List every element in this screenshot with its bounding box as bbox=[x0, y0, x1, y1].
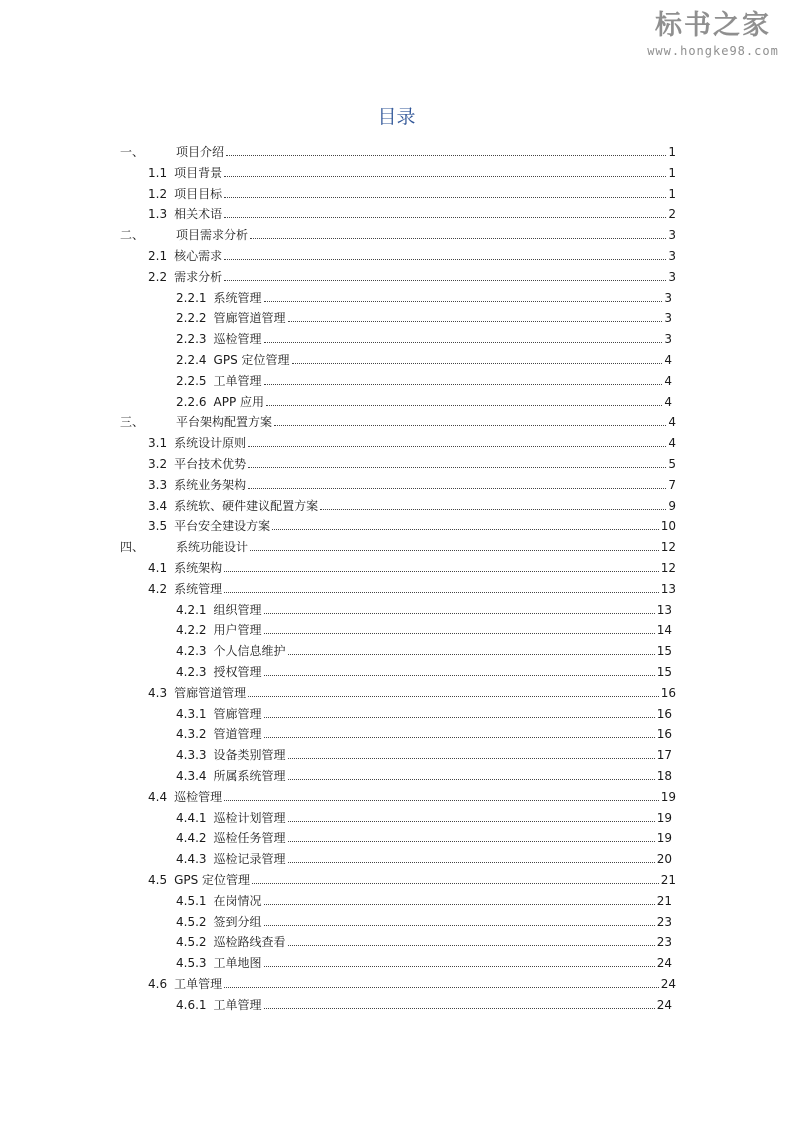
toc-entry[interactable] bbox=[176, 327, 672, 347]
toc-entry-title: 巡检管理 bbox=[213, 332, 262, 347]
toc-entry-number: 4.5.3 bbox=[176, 956, 207, 971]
toc-entry[interactable] bbox=[176, 348, 672, 368]
toc-entry-page: 12 bbox=[660, 561, 676, 575]
toc-entry-number: 2.2.2 bbox=[176, 311, 207, 326]
toc-entry[interactable] bbox=[148, 431, 676, 451]
toc-entry-number: 1.1 bbox=[148, 165, 168, 180]
toc-dot-leader bbox=[250, 238, 666, 239]
toc-entry-page: 3 bbox=[668, 249, 676, 263]
toc-entry-number: 4.5.2 bbox=[176, 914, 207, 929]
toc-dot-leader bbox=[248, 446, 666, 447]
toc-entry-title: 管廊管道管理 bbox=[213, 311, 286, 326]
toc-entry-number: 2.2.4 bbox=[176, 353, 207, 367]
toc-entry-title: 巡检任务管理 bbox=[213, 831, 286, 846]
toc-entry-title: 巡检路线查看 bbox=[213, 935, 286, 950]
toc-entry-number: 一、 bbox=[120, 145, 145, 159]
toc-dot-leader bbox=[272, 529, 659, 530]
toc-entry-page: 5 bbox=[668, 457, 676, 471]
toc-dot-leader bbox=[224, 280, 666, 281]
toc-entry-title: 工单管理 bbox=[174, 977, 223, 991]
toc-dot-leader bbox=[264, 342, 663, 343]
toc-entry[interactable] bbox=[176, 889, 672, 909]
toc-entry-number: 4.3 bbox=[148, 685, 168, 700]
toc-entry-title: 组织管理 bbox=[213, 602, 262, 617]
toc-entry-number: 4.5.2 bbox=[176, 935, 207, 950]
toc-entry[interactable] bbox=[176, 743, 672, 763]
toc-entry[interactable] bbox=[148, 202, 676, 222]
toc-entry-page: 16 bbox=[656, 727, 672, 742]
toc-entry-page: 3 bbox=[668, 228, 676, 243]
toc-dot-leader bbox=[264, 675, 655, 676]
toc-entry-page: 13 bbox=[660, 581, 676, 596]
toc-dot-leader bbox=[248, 488, 666, 489]
toc-entry-title: 系统设计原则 bbox=[174, 436, 247, 451]
toc-entry[interactable] bbox=[120, 223, 676, 243]
toc-entry-number: 4.4.1 bbox=[176, 810, 207, 825]
toc-dot-leader bbox=[264, 904, 655, 905]
toc-entry-page: 3 bbox=[668, 269, 676, 284]
toc-entry-title: 工单管理 bbox=[213, 373, 262, 388]
toc-dot-leader bbox=[264, 384, 663, 385]
toc-entry-title: 系统软、硬件建议配置方案 bbox=[174, 498, 319, 513]
toc-entry-title: 系统管理 bbox=[213, 290, 262, 305]
toc-entry-page: 24 bbox=[656, 956, 672, 971]
toc-entry-page: 1 bbox=[668, 145, 676, 159]
toc-entry-number: 4.2.2 bbox=[176, 623, 207, 638]
toc-dot-leader bbox=[224, 259, 666, 260]
toc-entry-page: 24 bbox=[656, 997, 672, 1012]
toc-entry-page: 2 bbox=[668, 207, 676, 222]
toc-entry-page: 17 bbox=[656, 748, 672, 763]
toc-entry[interactable] bbox=[148, 494, 676, 514]
toc-entry-page: 3 bbox=[664, 290, 672, 305]
toc-entry[interactable] bbox=[148, 265, 676, 285]
toc-entry[interactable] bbox=[176, 618, 672, 638]
toc-entry-title: 工单管理 bbox=[213, 997, 262, 1012]
toc-entry-page: 12 bbox=[660, 540, 676, 555]
toc-entry-title: 项目目标 bbox=[174, 186, 223, 201]
toc-entry-number: 4.3.2 bbox=[176, 727, 207, 742]
toc-entry[interactable] bbox=[176, 286, 672, 306]
toc-dot-leader bbox=[248, 467, 666, 468]
toc-entry[interactable] bbox=[148, 244, 676, 264]
toc-entry[interactable] bbox=[176, 660, 672, 680]
toc-entry[interactable] bbox=[148, 868, 676, 888]
toc-entry-page: 19 bbox=[656, 810, 672, 825]
toc-dot-leader bbox=[248, 696, 659, 697]
toc-entry-page: 21 bbox=[660, 873, 676, 887]
toc-entry[interactable] bbox=[176, 764, 672, 784]
toc-entry[interactable] bbox=[148, 577, 676, 597]
toc-entry-number: 4.4 bbox=[148, 789, 168, 804]
toc-entry-number: 4.6 bbox=[148, 977, 168, 991]
toc-entry-number: 3.2 bbox=[148, 457, 168, 471]
toc-dot-leader bbox=[264, 1008, 655, 1009]
toc-entry-title: 系统架构 bbox=[174, 561, 223, 575]
toc-entry-page: 20 bbox=[656, 852, 672, 867]
toc-entry-title: 个人信息维护 bbox=[213, 644, 286, 659]
toc-title: 目录 bbox=[377, 106, 416, 128]
toc-entry[interactable] bbox=[120, 535, 676, 555]
toc-dot-leader bbox=[288, 945, 655, 946]
toc-entry[interactable] bbox=[176, 702, 672, 722]
toc-entry[interactable] bbox=[148, 161, 676, 181]
toc-entry-number: 三、 bbox=[120, 415, 145, 430]
toc-entry-page: 4 bbox=[664, 353, 672, 367]
toc-entry-page: 18 bbox=[656, 769, 672, 783]
toc-entry-number: 2.2.5 bbox=[176, 373, 207, 388]
toc-entry-title: 签到分组 bbox=[213, 914, 262, 929]
toc-entry-number: 4.6.1 bbox=[176, 997, 207, 1012]
toc-entry-number: 4.2.1 bbox=[176, 602, 207, 617]
toc-dot-leader bbox=[288, 841, 655, 842]
toc-entry-page: 10 bbox=[660, 519, 676, 534]
toc-entry-number: 2.2.3 bbox=[176, 332, 207, 347]
toc-dot-leader bbox=[264, 301, 663, 302]
toc-dot-leader bbox=[224, 800, 659, 801]
toc-entry-number: 2.1 bbox=[148, 249, 168, 263]
watermark-brand: 标书之家 bbox=[655, 10, 771, 41]
toc-entry-number: 二、 bbox=[120, 228, 145, 243]
toc-entry-title: GPS 定位管理 bbox=[213, 353, 290, 367]
toc-entry-title: 系统业务架构 bbox=[174, 477, 247, 492]
toc-dot-leader bbox=[264, 966, 655, 967]
toc-entry[interactable] bbox=[176, 930, 672, 950]
toc-entry-title: 工单地图 bbox=[213, 956, 262, 971]
toc-entry-title: 相关术语 bbox=[174, 207, 223, 222]
toc-entry-number: 4.2 bbox=[148, 581, 168, 596]
toc-entry-page: 4 bbox=[668, 436, 676, 451]
toc-dot-leader bbox=[264, 737, 655, 738]
toc-entry-page: 16 bbox=[660, 685, 676, 700]
toc-entry-title: 管廊管道管理 bbox=[174, 685, 247, 700]
toc-entry-number: 4.2.3 bbox=[176, 665, 207, 679]
toc-entry-page: 3 bbox=[664, 311, 672, 326]
toc-entry[interactable] bbox=[176, 639, 672, 659]
toc-entry-number: 2.2 bbox=[148, 269, 168, 284]
toc-entry-number: 1.2 bbox=[148, 186, 168, 201]
toc-entry-number: 4.5 bbox=[148, 873, 168, 887]
toc-dot-leader bbox=[288, 779, 655, 780]
toc-dot-leader bbox=[224, 176, 666, 177]
watermark bbox=[643, 10, 783, 58]
toc-dot-leader bbox=[226, 155, 666, 156]
toc-entry-page: 19 bbox=[660, 789, 676, 804]
toc-entry[interactable] bbox=[120, 140, 676, 160]
toc-dot-leader bbox=[224, 197, 666, 198]
toc-entry[interactable] bbox=[148, 785, 676, 805]
toc-entry-number: 4.1 bbox=[148, 561, 168, 575]
toc-entry-title: 项目需求分析 bbox=[176, 228, 249, 243]
toc-entry-page: 16 bbox=[656, 706, 672, 721]
toc-dot-leader bbox=[224, 571, 659, 572]
toc-entry-title: 巡检记录管理 bbox=[213, 852, 286, 867]
toc-entry-number: 3.1 bbox=[148, 436, 168, 451]
toc-entry-title: 用户管理 bbox=[213, 623, 262, 638]
toc-entry-title: 巡检管理 bbox=[174, 789, 223, 804]
toc-dot-leader bbox=[224, 217, 666, 218]
toc-entry-title: 需求分析 bbox=[174, 269, 223, 284]
toc-entry-number: 4.3.4 bbox=[176, 769, 207, 783]
toc-dot-leader bbox=[320, 509, 666, 510]
toc-entry-page: 13 bbox=[656, 602, 672, 617]
toc-entry[interactable] bbox=[176, 722, 672, 742]
toc-entry-title: GPS 定位管理 bbox=[174, 873, 251, 887]
toc-entry-title: 平台安全建设方案 bbox=[174, 519, 271, 534]
toc-entry-title: 授权管理 bbox=[213, 665, 262, 679]
toc-entry-page: 23 bbox=[656, 935, 672, 950]
toc-entry[interactable] bbox=[176, 369, 672, 389]
toc-dot-leader bbox=[224, 987, 659, 988]
toc-entry-title: 在岗情况 bbox=[213, 893, 262, 908]
toc-entry-page: 7 bbox=[668, 477, 676, 492]
toc-entry-number: 3.3 bbox=[148, 477, 168, 492]
toc-entry-title: 平台技术优势 bbox=[174, 457, 247, 471]
watermark-url: www.hongke98.com bbox=[647, 44, 779, 58]
toc-entry[interactable] bbox=[148, 556, 676, 576]
toc-entry[interactable] bbox=[176, 390, 672, 410]
toc-entry[interactable] bbox=[148, 514, 676, 534]
toc-entry-title: 管道管理 bbox=[213, 727, 262, 742]
toc-entry[interactable] bbox=[120, 410, 676, 430]
toc-dot-leader bbox=[288, 862, 655, 863]
toc-dot-leader bbox=[264, 613, 655, 614]
toc-entry[interactable] bbox=[148, 182, 676, 202]
toc-entry-title: 所属系统管理 bbox=[213, 769, 286, 783]
toc-dot-leader bbox=[264, 717, 655, 718]
toc-dot-leader bbox=[288, 654, 655, 655]
toc-entry-page: 4 bbox=[668, 415, 676, 430]
toc-dot-leader bbox=[264, 633, 655, 634]
toc-entry-page: 4 bbox=[664, 373, 672, 388]
toc-entry-title: 系统功能设计 bbox=[176, 540, 249, 555]
toc-entry[interactable] bbox=[176, 306, 672, 326]
toc-entry-title: APP 应用 bbox=[213, 394, 265, 409]
toc-entry[interactable] bbox=[148, 473, 676, 493]
toc-entry-number: 4.5.1 bbox=[176, 893, 207, 908]
toc-entry[interactable] bbox=[176, 598, 672, 618]
toc-entry[interactable] bbox=[148, 681, 676, 701]
toc-entry-number: 1.3 bbox=[148, 207, 168, 222]
toc-entry[interactable] bbox=[176, 847, 672, 867]
toc-entry[interactable] bbox=[176, 806, 672, 826]
toc-entry[interactable] bbox=[148, 452, 676, 472]
toc-entry-number: 4.3.1 bbox=[176, 706, 207, 721]
toc-entry-number: 2.2.6 bbox=[176, 394, 207, 409]
toc-dot-leader bbox=[288, 758, 655, 759]
toc-entry[interactable] bbox=[176, 951, 672, 971]
toc-entry-number: 3.4 bbox=[148, 498, 168, 513]
toc-entry-page: 24 bbox=[660, 977, 676, 991]
toc-entry-title: 管廊管理 bbox=[213, 706, 262, 721]
toc-entry-page: 14 bbox=[656, 623, 672, 638]
toc-entry-title: 设备类别管理 bbox=[213, 748, 286, 763]
toc-entry-page: 9 bbox=[668, 498, 676, 513]
toc-entry-page: 15 bbox=[656, 665, 672, 679]
toc-dot-leader bbox=[288, 821, 655, 822]
toc-dot-leader bbox=[252, 883, 659, 884]
toc-entry-number: 4.4.2 bbox=[176, 831, 207, 846]
toc-entry-title: 巡检计划管理 bbox=[213, 810, 286, 825]
toc-dot-leader bbox=[250, 550, 659, 551]
toc-entry-title: 平台架构配置方案 bbox=[176, 415, 273, 430]
toc-entry-number: 四、 bbox=[120, 540, 145, 555]
toc-entry-page: 21 bbox=[656, 893, 672, 908]
toc-entry-page: 3 bbox=[664, 332, 672, 347]
toc-entry-number: 3.5 bbox=[148, 519, 168, 534]
toc-dot-leader bbox=[288, 321, 663, 322]
toc-entry-page: 23 bbox=[656, 914, 672, 929]
toc-entry[interactable] bbox=[176, 910, 672, 930]
toc-entry-page: 15 bbox=[656, 644, 672, 659]
toc-entry-number: 2.2.1 bbox=[176, 290, 207, 305]
toc-entry[interactable] bbox=[148, 972, 676, 992]
toc-dot-leader bbox=[264, 925, 655, 926]
toc-entry-page: 4 bbox=[664, 394, 672, 409]
toc-entry[interactable] bbox=[176, 993, 672, 1013]
toc-entry-page: 1 bbox=[668, 186, 676, 201]
toc-entry-number: 4.2.3 bbox=[176, 644, 207, 659]
toc-entry-page: 19 bbox=[656, 831, 672, 846]
toc-dot-leader bbox=[266, 405, 662, 406]
toc-entry-title: 核心需求 bbox=[174, 249, 223, 263]
toc-dot-leader bbox=[274, 425, 666, 426]
toc-dot-leader bbox=[224, 592, 659, 593]
toc-dot-leader bbox=[292, 363, 663, 364]
toc-entry-title: 系统管理 bbox=[174, 581, 223, 596]
toc-entry-number: 4.3.3 bbox=[176, 748, 207, 763]
toc-entry-number: 4.4.3 bbox=[176, 852, 207, 867]
toc-entry-page: 1 bbox=[668, 165, 676, 180]
toc-entry-title: 项目背景 bbox=[174, 165, 223, 180]
toc-entry-title: 项目介绍 bbox=[176, 145, 225, 159]
toc-entry[interactable] bbox=[176, 826, 672, 846]
